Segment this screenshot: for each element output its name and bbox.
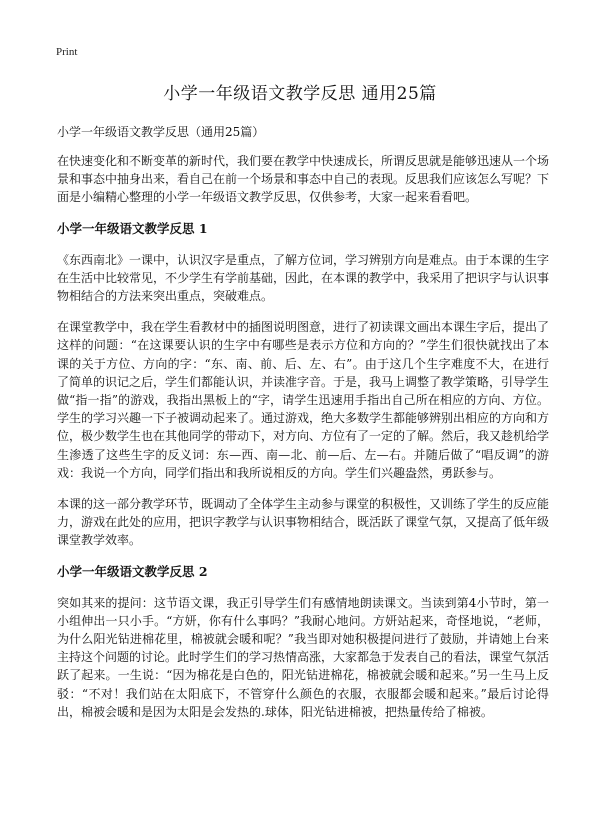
page-title: 小学一年级语文教学反思 通用25篇 bbox=[163, 84, 437, 104]
section-heading-2: 小学一年级语文教学反思 2 bbox=[57, 563, 208, 579]
section-heading-1: 小学一年级语文教学反思 1 bbox=[57, 220, 208, 236]
section-1-paragraph: 本课的这一部分教学环节，既调动了全体学生主动参与课堂的积极性，又训练了学生的反应能力，游戏在此处的应用，把识字教学与认识事物相结合，既活跃了课堂气氛，又提高了低年级课堂教学效率。 bbox=[57, 497, 550, 548]
print-link[interactable]: Print bbox=[56, 46, 78, 58]
document-subtitle: 小学一年级语文教学反思（通用25篇） bbox=[57, 125, 265, 139]
intro-paragraph: 在快速变化和不断变革的新时代，我们要在教学中快速成长，所谓反思就是能够迅速从一个场景和事态中抽身出来，看自己在前一个场景和事态中自己的表现。反思我们应该怎么写呢？下面是小编精心整理的小学一年级语文教学反思，仅供参考，大家一起来看看吧。 bbox=[57, 154, 550, 205]
section-2-paragraph: 突如其来的提问：这节语文课，我正引导学生们有感情地朗读课文。当读到第4小节时，第一小组伸出一只小手。“方妍，你有什么事吗？”我耐心地问。方妍站起来，奇怪地说，“老师，为什么阳光钻进棉花里，棉被就会暖和呢？”我当即对她积极提问进行了鼓励，并请她上台来主持这个问题的讨论。此时学生们的学习热情高涨，大家都急于发表自己的看法，课堂气氛活跃了起来。一生说：“因为棉花是白色的，阳光钻进棉花，棉被就会暖和起来。”另一生马上反驳：“不对！我们站在太阳底下，不管穿什么颜色的衣服，衣服都会暖和起来。”最后讨论得出，棉被会暖和是因为太阳是会发热的.球体，阳光钻进棉被，把热量传给了棉被。 bbox=[57, 595, 550, 719]
document-body bbox=[57, 152, 549, 734]
section-1-paragraph: 《东西南北》一课中，认识汉字是重点，了解方位词，学习辨别方向是难点。由于本课的生字在生活中比较常见，不少学生有学前基础，因此，在本课的教学中，我采用了把识字与认识事物相结合的方法来突出重点，突破难点。 bbox=[57, 252, 550, 304]
section-1-paragraph: 在课堂教学中，我在学生看教材中的插图说明图意，进行了初读课文画出本课生字后，提出了这样的问题：“在这课要认识的生字中有哪些是表示方位和方向的？”学生们很快就找出了本课的关于方位、方向的字：“东、南、前、后、左、右”。由于这几个生字难度不大，在进行了简单的识记之后，学生们都能认识，并读准字音。于是，我马上调整了教学策略，引导学生做“指一指”的游戏，我指出黑板上的“字，请学生迅速用手指出自己所在相应的方向、方位。学生的学习兴趣一下子被调动起来了。通过游戏，绝大多数学生都能够辨别出相应的方向和方位，极少数学生也在其他同学的带动下，对方向、方位有了一定的了解。然后，我又趁机给学生渗透了这些生字的反义词：东—西、南—北、前—后、左—右。并随后做了“唱反调”的游戏：我说一个方向，同学们指出和我所说相反的方向。学生们兴趣盎然，勇跃参与。 bbox=[57, 320, 550, 480]
